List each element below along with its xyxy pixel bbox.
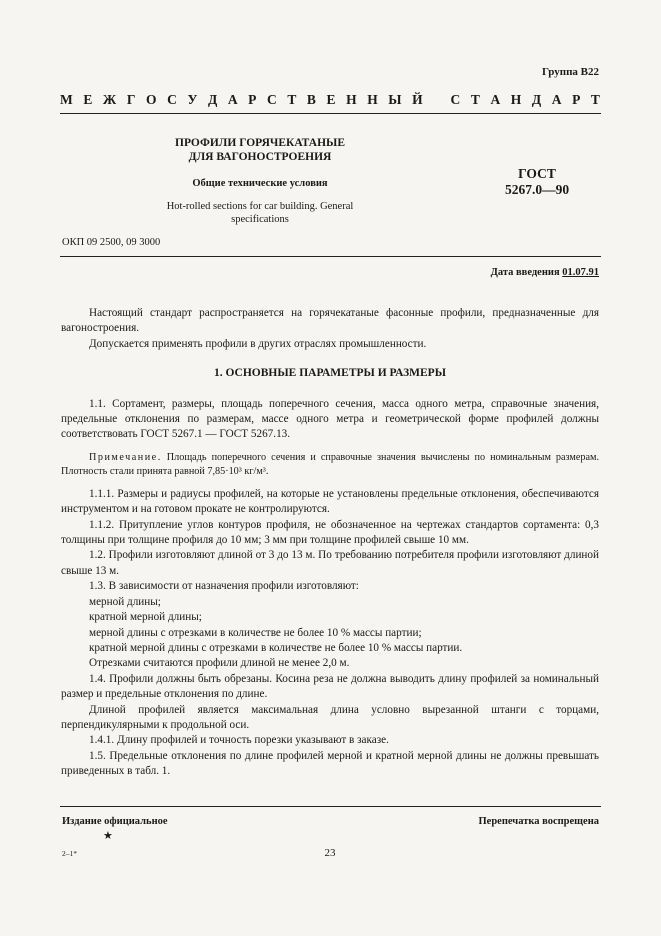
section-heading: 1. ОСНОВНЫЕ ПАРАМЕТРЫ И РАЗМЕРЫ [213, 367, 447, 380]
list-item: мерной длины с отрезками в количестве не более 10 % массы партии; [89, 626, 422, 639]
banner-letter: Т [287, 92, 297, 107]
banner-letter: О [146, 92, 157, 107]
banner-gap [433, 92, 440, 108]
document-body [61, 306, 599, 780]
banner-letter: Р [248, 92, 257, 107]
intro-paragraph: Допускается применять профили в других отраслях промышленности. [89, 337, 427, 350]
banner-letter: Г [126, 92, 136, 107]
official-edition: Издание официальное [62, 816, 168, 827]
paragraph-1-4-1: 1.4.1. Длину профилей и точность порезки указывают в заказе. [89, 734, 389, 747]
paragraph: Отрезками считаются профили длиной не менее 2,0 м. [89, 657, 350, 670]
banner-letter: Ы [388, 92, 402, 107]
note [61, 451, 599, 479]
gost-label: ГОСТ [518, 166, 556, 181]
list-item: мерной длины; [89, 595, 161, 608]
paragraph-1-1-1: 1.1.1. Размеры и радиусы профилей, на которые не установлены предельные отклонения, обеспечиваются инструментом и на готовом прокате не контролируются. [61, 487, 599, 516]
top-rule [60, 113, 601, 114]
banner-letter: Й [412, 92, 423, 107]
note-text: Площадь поперечного сечения и справочные значения вычислены по номинальным размерам. Плотность стали принята равной 7,85·10³ кг/м³. [61, 451, 600, 477]
document-subtitle: Общие технические условия [192, 178, 328, 189]
star-icon: ★ [103, 830, 113, 842]
title-block [165, 136, 355, 226]
document-title: ПРОФИЛИ ГОРЯЧЕКАТАНЫЕ ДЛЯ ВАГОНОСТРОЕНИЯ [175, 137, 345, 163]
standard-banner [60, 92, 600, 108]
paragraph-1-1-2: 1.1.2. Притупление углов контуров профиля, не обозначенное на чертежах стандартов сортамента: 0,3 толщины при толщине профиля до 10 мм; 3 мм при толщине профилей свыше 10 мм. [61, 518, 599, 547]
gost-designation [487, 166, 587, 198]
banner-letter: Н [346, 92, 357, 107]
banner-letter: Д [207, 92, 218, 107]
banner-letter: Н [367, 92, 378, 107]
banner-letter: Т [470, 92, 480, 107]
banner-letter: Н [510, 92, 522, 107]
date-label: Дата введения [490, 267, 560, 278]
paragraph-1-2: 1.2. Профили изготовляют длиной от 3 до 13 м. По требованию потребителя профили изготовляют длиной свыше 13 м. [61, 549, 599, 577]
banner-letter: В [306, 92, 316, 107]
english-title: Hot-rolled sections for car building. General specifications [166, 201, 354, 225]
effective-date [491, 267, 599, 278]
okp-code: ОКП 09 2500, 09 3000 [62, 237, 161, 248]
intro-paragraph: Настоящий стандарт распространяется на горячекатаные фасонные профили, предназначенные для вагоностроения. [61, 307, 599, 335]
banner-letter: А [227, 92, 238, 107]
paragraph-1-3: 1.3. В зависимости от назначения профили изготовляют: [89, 580, 359, 593]
page-number: 23 [324, 847, 336, 859]
banner-letter: С [266, 92, 277, 107]
footer-rule [60, 806, 601, 807]
banner-letter: С [450, 92, 461, 107]
banner-letter: Е [83, 92, 93, 107]
banner-letter: М [60, 92, 73, 107]
banner-letter: Ж [102, 92, 117, 107]
banner-letter: Е [326, 92, 336, 107]
banner-letter: Т [590, 92, 600, 107]
paragraph-1-5: 1.5. Предельные отклонения по длине профилей мерной и кратной мерной длины не должны превышать приведенных в табл. 1. [61, 749, 599, 778]
gost-number: 5267.0—90 [504, 182, 570, 197]
banner-letter: А [490, 92, 501, 107]
paragraph-1-1: 1.1. Сортамент, размеры, площадь поперечного сечения, масса одного метра, справочные значения, предельные отклонения по размерам, массе одного метра и геометрической форме профилей должны соответствовать ГОСТ 5267.1 — ГОСТ 5267.13. [61, 397, 599, 441]
date-value: 01.07.91 [562, 267, 599, 278]
paragraph-1-4: 1.4. Профили должны быть обрезаны. Косина реза не должна выводить длину профилей за номинальный размер и предельные отклонения по длине. [61, 672, 599, 701]
group-code: Группа В22 [541, 66, 599, 78]
banner-letter: Р [572, 92, 581, 107]
middle-rule [60, 256, 601, 257]
banner-letter: С [167, 92, 177, 107]
print-signature: 2–1* [62, 849, 77, 858]
banner-letter: Д [531, 92, 542, 107]
list-item: кратной мерной длины; [89, 611, 202, 624]
note-label: Примечание. [89, 451, 162, 463]
reprint-prohibited: Перепечатка воспрещена [478, 816, 599, 827]
list-item: кратной мерной длины с отрезками в количестве не более 10 % массы партии. [89, 641, 463, 654]
banner-letter: У [187, 92, 198, 107]
banner-letter: А [551, 92, 562, 107]
paragraph: Длиной профилей является максимальная длина условно вырезанной штанги с торцами, перпендикулярными к продольной оси. [61, 703, 599, 731]
